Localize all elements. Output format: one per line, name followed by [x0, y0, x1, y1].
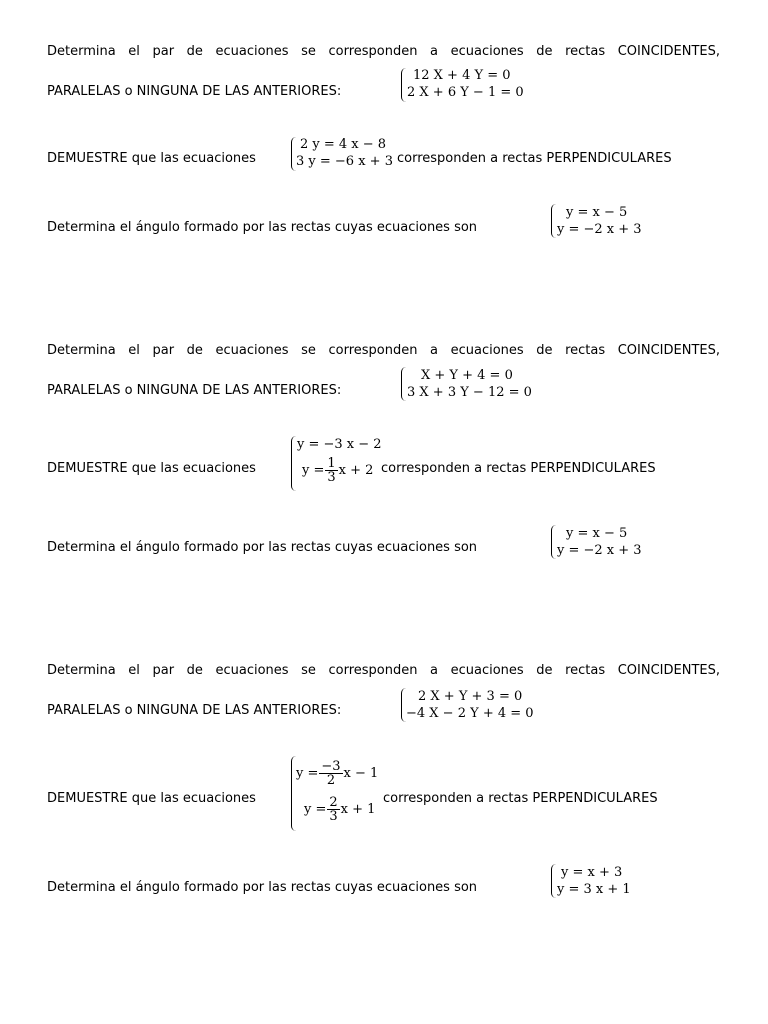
- equation: y = x + 3: [561, 865, 623, 880]
- q2-suffix: corresponden a rectas PERPENDICULARES: [397, 151, 672, 166]
- equation: [296, 760, 378, 787]
- q2-prefix: DEMUESTRE que las ecuaciones: [47, 791, 256, 806]
- equation: 12 X + 4 Y = 0: [413, 68, 511, 83]
- fraction-numerator: −3: [321, 759, 341, 774]
- q1-statement-line2: PARALELAS o NINGUNA DE LAS ANTERIORES:: [47, 703, 342, 718]
- equation: 2 X + 6 Y − 1 = 0: [407, 85, 524, 100]
- q3-text: Determina el ángulo formado por las rectas cuyas ecuaciones son: [47, 880, 478, 895]
- equation: y = −2 x + 3: [557, 543, 642, 558]
- equation: y = 3 x + 1: [557, 882, 631, 897]
- equation-lhs: y =: [302, 463, 325, 478]
- q2-prefix: DEMUESTRE que las ecuaciones: [47, 151, 256, 166]
- equation: y = x − 5: [566, 526, 628, 541]
- q2-prefix: DEMUESTRE que las ecuaciones: [47, 461, 256, 476]
- fraction: [325, 457, 337, 484]
- q3-text: Determina el ángulo formado por las rectas cuyas ecuaciones son: [47, 220, 478, 235]
- equation-rhs: x + 1: [340, 802, 376, 817]
- equation: 3 y = −6 x + 3: [296, 154, 393, 169]
- equation: y = −2 x + 3: [557, 222, 642, 237]
- fraction: [319, 760, 342, 787]
- equation-rhs: x − 1: [343, 766, 379, 781]
- q2-suffix: corresponden a rectas PERPENDICULARES: [383, 791, 658, 806]
- q1-statement-line1: Determina el par de ecuaciones se corresponden a ecuaciones de rectas COINCIDENTES,: [47, 343, 720, 358]
- equation: [302, 457, 373, 484]
- equation-lhs: y =: [296, 766, 319, 781]
- system-brace: [551, 204, 556, 238]
- q1-statement-line2: PARALELAS o NINGUNA DE LAS ANTERIORES:: [47, 383, 342, 398]
- q1-statement-line1: Determina el par de ecuaciones se corresponden a ecuaciones de rectas COINCIDENTES,: [47, 663, 720, 678]
- fraction-denominator: 2: [326, 773, 336, 788]
- equation-rhs: x + 2: [338, 463, 374, 478]
- fraction-numerator: 1: [327, 456, 336, 471]
- equation: [304, 796, 375, 823]
- q2-suffix: corresponden a rectas PERPENDICULARES: [381, 461, 656, 476]
- equation: y = −3 x − 2: [297, 437, 382, 452]
- system-brace: [401, 68, 406, 102]
- system-brace: [401, 367, 406, 401]
- equation: 3 X + 3 Y − 12 = 0: [407, 385, 532, 400]
- equation: X + Y + 4 = 0: [421, 368, 513, 383]
- system-brace: [551, 525, 556, 559]
- fraction: [327, 796, 339, 823]
- equation: y = x − 5: [566, 205, 628, 220]
- equation-lhs: y =: [304, 802, 327, 817]
- fraction-denominator: 3: [327, 470, 336, 485]
- equation: 2 y = 4 x − 8: [300, 137, 387, 152]
- fraction-denominator: 3: [329, 809, 338, 824]
- equation: −4 X − 2 Y + 4 = 0: [406, 706, 534, 721]
- q1-statement-line1: Determina el par de ecuaciones se corresponden a ecuaciones de rectas COINCIDENTES,: [47, 44, 720, 59]
- system-brace: [551, 864, 556, 898]
- equation: 2 X + Y + 3 = 0: [418, 689, 523, 704]
- fraction-numerator: 2: [329, 795, 338, 810]
- q1-statement-line2: PARALELAS o NINGUNA DE LAS ANTERIORES:: [47, 84, 342, 99]
- q3-text: Determina el ángulo formado por las rectas cuyas ecuaciones son: [47, 540, 478, 555]
- system-brace: [291, 436, 296, 491]
